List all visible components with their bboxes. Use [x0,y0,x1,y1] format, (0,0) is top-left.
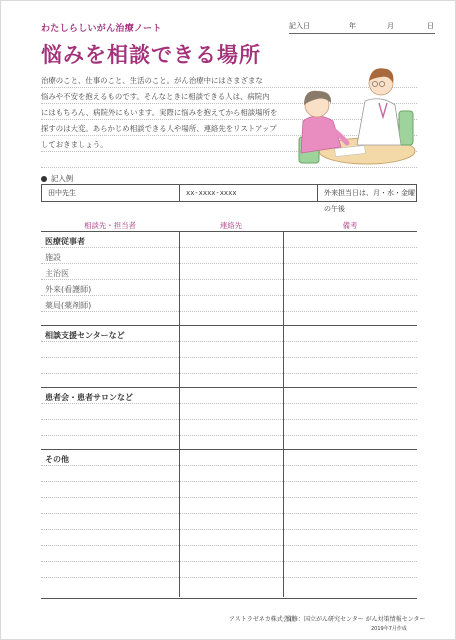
column-header-phone: 連絡先 [219,221,243,230]
bullet-icon [41,176,47,182]
row-label-pharmacy: 薬局(薬剤師) [45,301,92,310]
example-heading [41,173,73,184]
month-label: 月 [387,22,394,30]
column-divider [179,231,180,597]
ruled-line [41,435,417,436]
row-label-nurse: 外来(看護師) [45,285,92,294]
example-heading-label: 記入例 [51,174,74,183]
section-divider [41,325,417,326]
ruled-line [41,373,417,374]
ruled-line [41,311,417,312]
consultation-illustration [295,59,417,175]
intro-line: にはもちろん、病院外にもいます。実際に悩みを抱えてから相談場所を [41,108,278,117]
footer-company: アストラゼネカ株式会社 [229,616,295,623]
ruled-line [41,357,417,358]
column-divider [283,231,284,597]
ruled-line [41,513,417,514]
date-label: 記入日 [289,22,310,30]
example-note: 外来担当日は、月・水・金曜の午後 [324,189,415,213]
intro-line: 探すのは大変。あらかじめ相談できる人や場所、連絡先をリストアップ [41,124,277,133]
example-phone: xx-xxxx-xxxx [180,185,318,201]
section-title-medical: 医療従事者 [45,237,85,246]
ruled-line [41,561,417,562]
ruled-line [41,341,417,342]
intro-line: 治療のこと、仕事のこと、生活のこと。がん治療中にはさまざまな [41,76,263,85]
row-label-doctor: 主治医 [45,269,69,278]
example-row [41,184,417,213]
contact-table[interactable] [41,231,417,599]
entry-date-field[interactable] [289,19,435,34]
ruled-line [41,403,417,404]
column-header-note: 備考 [342,221,358,230]
section-title-other: その他 [45,455,69,464]
intro-text [41,73,286,153]
ruled-line [41,497,417,498]
ruled-line [41,577,417,578]
ruled-line [41,481,417,482]
example-contact: 田中先生 [42,185,180,201]
section-title-patient-group: 患者会・患者サロンなど [45,393,133,402]
intro-line: しておきましょう。 [41,140,108,149]
ruled-line [41,419,417,420]
day-label: 日 [427,22,434,30]
intro-line: 悩みや不安を抱えるものです。そんなときに相談できる人は、病院内 [41,92,270,101]
ruled-line [41,529,417,530]
year-label: 年 [349,22,356,30]
ruled-line [41,545,417,546]
ruled-line [41,279,417,280]
ruled-line [41,247,417,248]
page-title: 悩みを相談できる場所 [41,43,261,67]
footer-supervision: 監修：国立がん研究センター がん対策情報センター [286,616,426,623]
series-title: わたしらしいがん治療ノート [41,24,162,34]
row-label-facility: 施設 [45,253,61,262]
ruled-line [41,263,417,264]
column-header-contact: 相談先・担当者 [84,221,136,230]
footer-date: 2019年7月作成 [371,626,407,632]
section-divider [41,449,417,450]
ruled-line [41,465,417,466]
ruled-line [41,295,417,296]
section-divider [41,387,417,388]
section-title-support-center: 相談支援センターなど [45,331,125,340]
